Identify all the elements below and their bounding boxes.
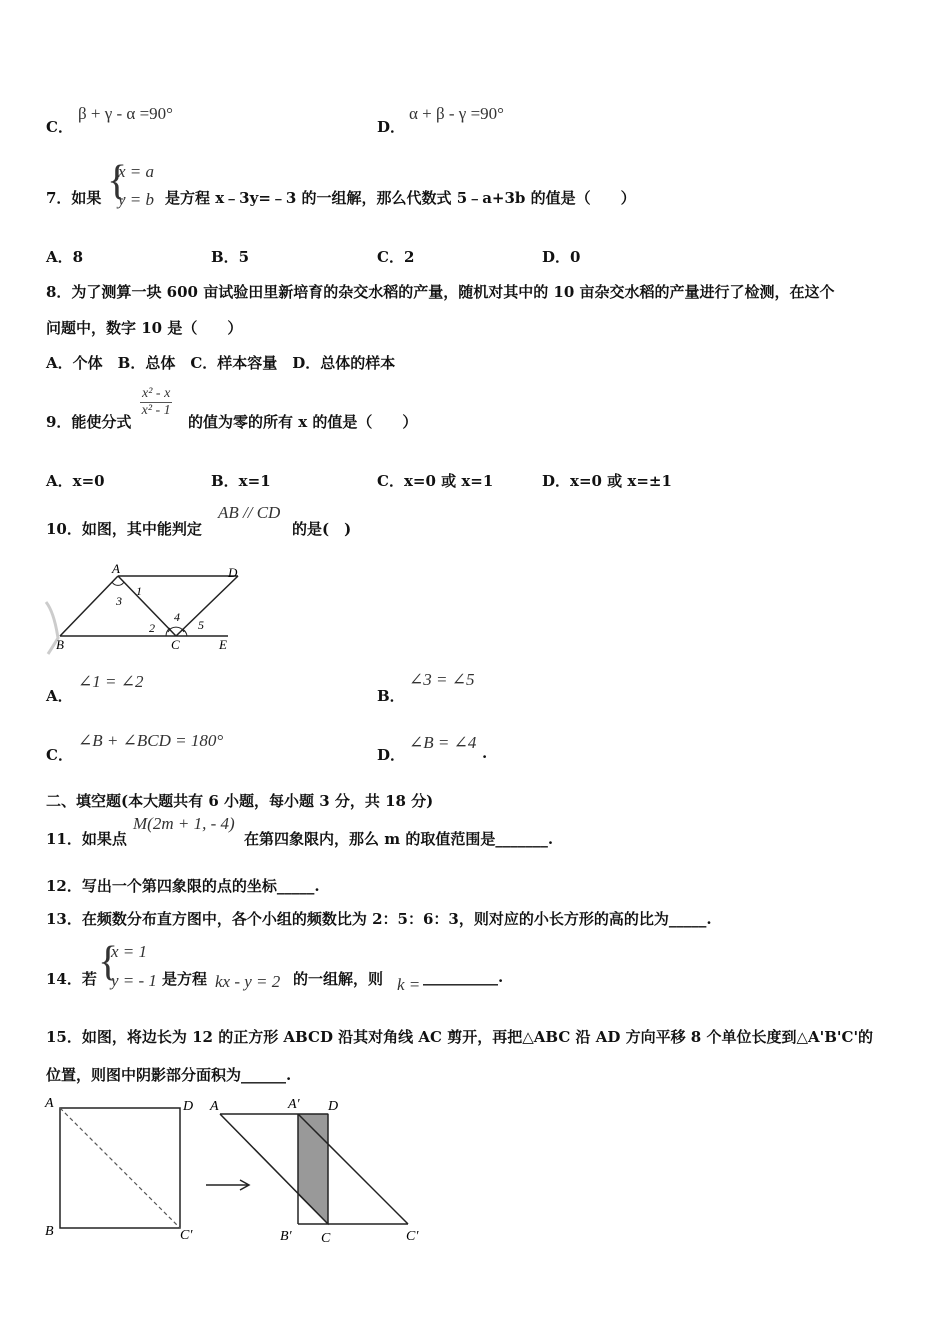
q14-tail: __________. [423,968,504,986]
q15-fig2-label-c-prime: C′ [406,1229,419,1244]
q10-option-b-label: B． [377,687,405,705]
q15-fig1-label-b: B [45,1224,54,1239]
q10-label-b: B [56,637,64,652]
q15-figure-2 [208,1094,438,1244]
q10-prefix: 10．如图，其中能判定 [46,520,202,538]
section2-title: 二、填空题(本大题共有 6 小题，每小题 3 分，共 18 分) [46,792,434,810]
q10-angle-4: 4 [174,610,180,624]
q15-fig2-label-a-prime: A′ [288,1097,300,1112]
q15-figure-1 [42,1094,212,1244]
q7-option-c: C．2 [377,248,415,266]
q15-shaded-region [298,1114,328,1224]
q10-option-d-label: D． [377,746,406,764]
q6-option-c-label: C． [46,118,73,136]
q8-options: A．个体 B．总体 C．样本容量 D．总体的样本 [46,354,396,372]
q7-prefix: 7．如果 [46,189,102,207]
q9-option-d: D．x=0 或 x=±1 [542,472,672,490]
q7-system-line1: x = a [118,162,155,181]
q14-prefix: 14．若 [46,970,97,988]
q10-option-c-expr: ∠B + ∠BCD = 180° [78,731,224,750]
q14-k: k = [397,975,421,994]
q10-option-b-expr: ∠3 = ∠5 [409,670,475,689]
q8-line2: 问题中，数字 10 是（ ） [46,319,243,337]
q15-fig2-label-a: A [210,1099,219,1114]
q10-option-a-label: A． [46,687,73,705]
q15-fig2-label-b-prime: B′ [280,1229,292,1244]
q10-angle-2: 2 [149,621,155,635]
q15-fig2-label-c: C [321,1231,331,1244]
q9-text: 的值为零的所有 x 的值是（ ） [188,413,418,431]
q10-label-d: D [228,565,238,580]
q7-text: 是方程 x﹣3y=﹣3 的一组解，那么代数式 5﹣a+3b 的值是（ ） [165,189,636,207]
q14-system-brace: { [98,939,119,985]
q10-expr: AB // CD [218,503,281,522]
q10-angle-3: 3 [116,594,122,608]
q9-fraction [140,386,172,419]
q15-fig1-label-d: D [183,1099,194,1114]
q15-fig1-label-a: A [45,1096,54,1111]
q10-label-e: E [219,637,227,652]
q15-fig2-label-d: D [328,1099,339,1114]
q10-label-a: A [112,562,120,576]
q14-mid: 是方程 [162,970,208,988]
q10-option-c-label: C． [46,746,73,764]
q14-equation: kx - y = 2 [215,972,281,991]
q9-option-a: A．x=0 [46,472,105,490]
q10-option-d-tail: . [482,744,488,762]
q15-line1: 15．如图，将边长为 12 的正方形 ABCD 沿其对角线 AC 剪开，再把△ABC 沿 AD 方向平移 8 个单位长度到△A'B'C'的 [46,1028,874,1046]
q10-figure [44,562,254,662]
q7-option-a: A．8 [46,248,84,266]
q9-prefix: 9．能使分式 [46,413,132,431]
q7-option-b: B．5 [211,248,250,266]
q6-option-c-expr: β + γ - α =90° [78,104,173,123]
q10-angle-1: 1 [136,584,142,598]
q9-option-b: B．x=1 [211,472,271,490]
q15-line2: 位置，则图中阴影部分面积为______. [46,1066,292,1084]
q14-system-line2: y = - 1 [111,971,157,990]
q11-text: 在第四象限内，那么 m 的取值范围是_______. [244,830,554,848]
q11-prefix: 11．如果点 [46,830,127,848]
q10-angle-5: 5 [198,618,204,632]
q9-fraction-denominator: x² - 1 [141,403,171,418]
q6-option-d-expr: α + β - γ =90° [409,104,504,123]
q7-system-brace: { [107,158,128,204]
q6-option-d-label: D． [377,118,406,136]
q9-fraction-numerator: x² - x [142,386,171,401]
q7-system-line2: y = b [118,190,155,209]
q13-text: 13．在频数分布直方图中，各个小组的频数比为 2：5：6：3，则对应的小长方形的高的比为_____. [46,910,712,928]
q14-mid2: 的一组解，则 [293,970,384,988]
q10-text: 的是( ) [292,520,352,538]
q14-system-line1: x = 1 [111,942,148,961]
q10-option-d-expr: ∠B = ∠4 [409,733,477,752]
q10-label-c: C [171,637,180,652]
q12-text: 12．写出一个第四象限的点的坐标_____. [46,877,320,895]
q11-expr: M(2m + 1, - 4) [133,814,235,833]
q8-line1: 8．为了测算一块 600 亩试验田里新培育的杂交水稻的产量，随机对其中的 10 亩杂交水稻的产量进行了检测，在这个 [46,283,835,301]
q10-option-a-expr: ∠1 = ∠2 [78,672,144,691]
q7-option-d: D．0 [542,248,581,266]
q15-fig1-label-c: C′ [180,1228,193,1243]
q9-option-c: C．x=0 或 x=1 [377,472,494,490]
